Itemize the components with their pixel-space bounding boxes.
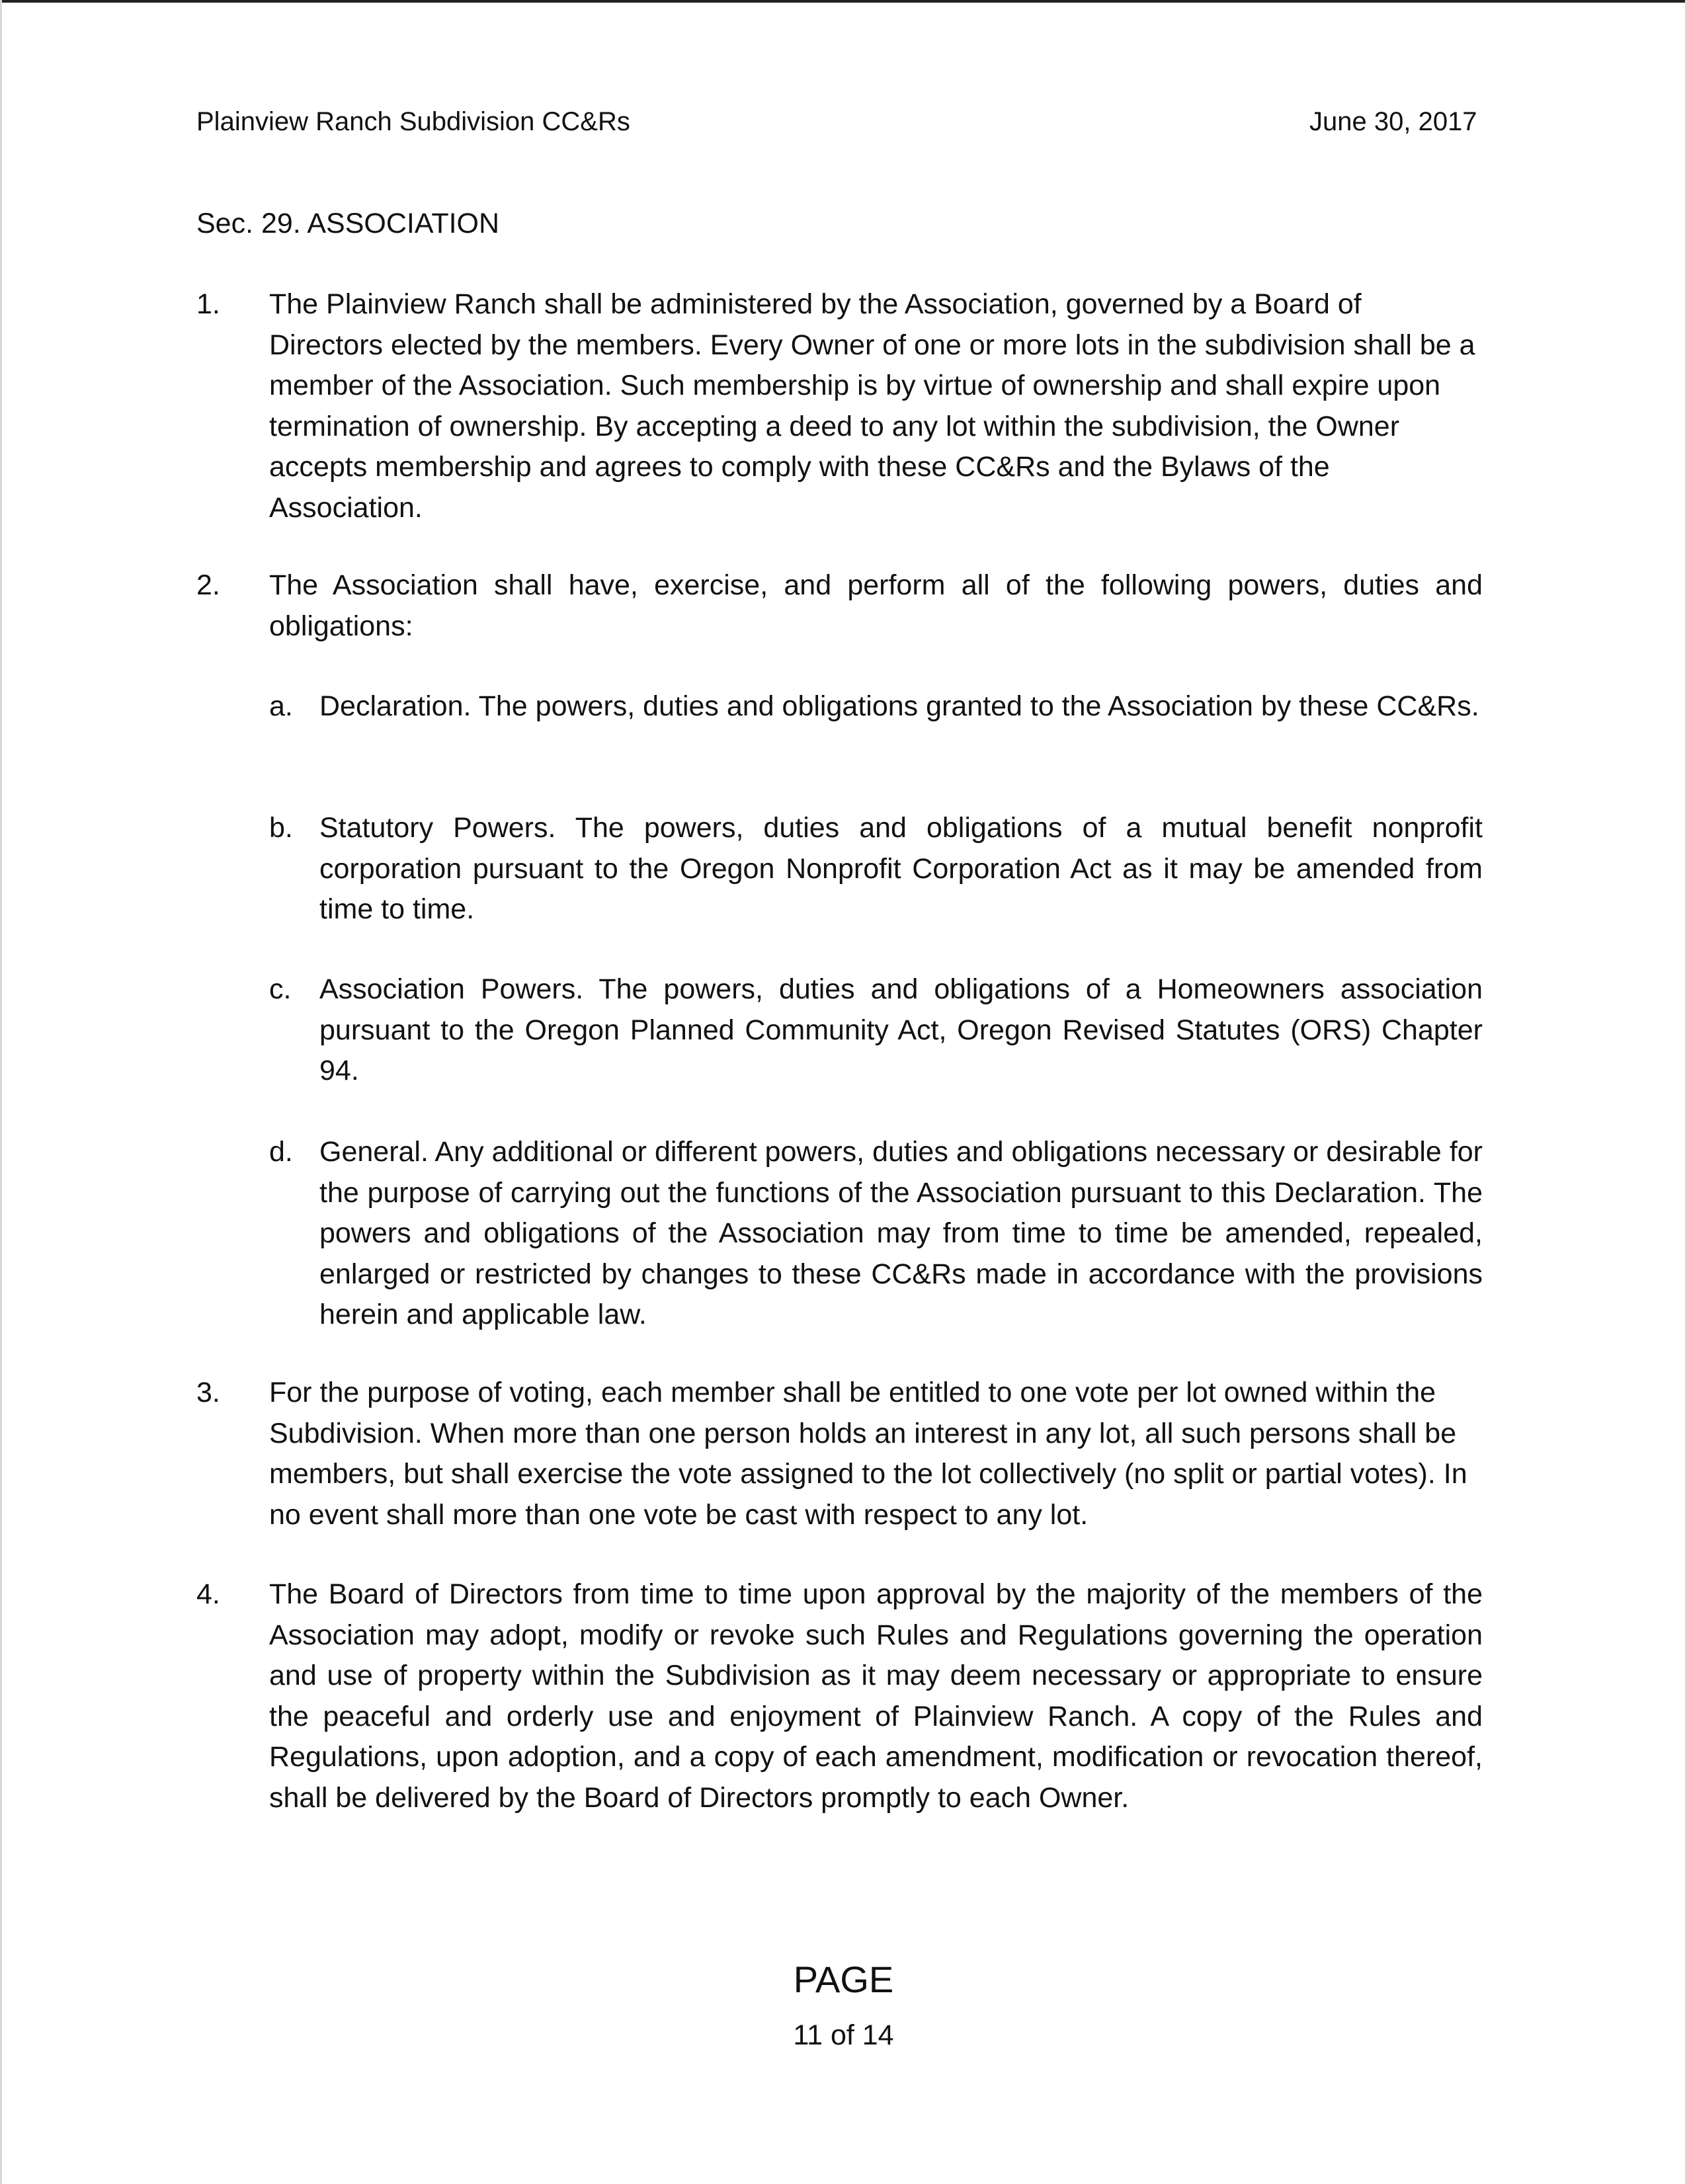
item-text: The Association shall have, exercise, and perform all of the following powers, duties and obligations: [269,569,1483,642]
sub-list-item [269,686,1483,727]
item-text: The Plainview Ranch shall be administered by the Association, governed by a Board of Directors elected by the members. Every Owner of one or more lots in the subdivision shall be a member of the Association. Such membership is by virtue of ownership and shall expire upon termination of ownership. By accepting a deed to any lot within the subdivision, the Owner accepts membership and agrees to comply with these CC&Rs and the Bylaws of the Association. [269,288,1475,524]
list-item [196,565,1483,647]
sub-item-text: Statutory Powers. The powers, duties and obligations of a mutual benefit nonprofit corporation pursuant to the Oregon Nonprofit Corporation Act as it may be amended from time to time. [319,812,1483,925]
item-number: 3. [196,1377,220,1408]
sub-item-letter: d. [269,1136,293,1168]
page-count: 11 of 14 [793,2019,894,2051]
scan-edge-top [0,0,1687,3]
item-number: 4. [196,1578,220,1610]
sub-item-letter: c. [269,973,292,1005]
section-title: Sec. 29. ASSOCIATION [196,208,500,239]
list-item [196,1373,1483,1535]
sub-list-item [269,1132,1483,1336]
page-label: PAGE [793,1959,894,2000]
item-number: 2. [196,569,220,601]
sub-item-letter: b. [269,812,293,844]
sub-item-letter: a. [269,690,293,722]
sub-item-text: Association Powers. The powers, duties and obligations of a Homeowners association pursuant to the Oregon Planned Community Act, Oregon Revised Statutes (ORS) Chapter 94. [319,973,1483,1086]
document-date: June 30, 2017 [1309,107,1477,136]
document-title: Plainview Ranch Subdivision CC&Rs [196,107,630,136]
sub-list-item [269,969,1483,1092]
sub-item-text: Declaration. The powers, duties and obligations granted to the Association by these CC&Rs. [319,690,1479,722]
item-text: For the purpose of voting, each member shall be entitled to one vote per lot owned within the Subdivision. When more than one person holds an interest in any lot, all such persons shall be members, but shall exercise the vote assigned to the lot collectively (no split or partial votes). In no event shall more than one vote be cast with respect to any lot. [269,1377,1467,1531]
scan-edge-left [0,0,2,2184]
sub-list-item [269,808,1483,930]
list-item [196,284,1483,528]
item-number: 1. [196,288,220,320]
list-item [196,1574,1483,1818]
sub-item-text: General. Any additional or different powers, duties and obligations necessary or desirable for the purpose of carrying out the functions of the Association pursuant to this Declaration. The powers and obligations of the Association may from time to time be amended, repealed, enlarged or restricted by changes to these CC&Rs made in accordance with the provisions herein and applicable law. [319,1136,1483,1330]
item-text: The Board of Directors from time to time upon approval by the majority of the members of the Association may adopt, modify or revoke such Rules and Regulations governing the operation and use of property within the Subdivision as it may deem necessary or appropriate to ensure the peaceful and orderly use and enjoyment of Plainview Ranch. A copy of the Rules and Regulations, upon adoption, and a copy of each amendment, modification or revocation thereof, shall be delivered by the Board of Directors promptly to each Owner. [269,1578,1483,1814]
